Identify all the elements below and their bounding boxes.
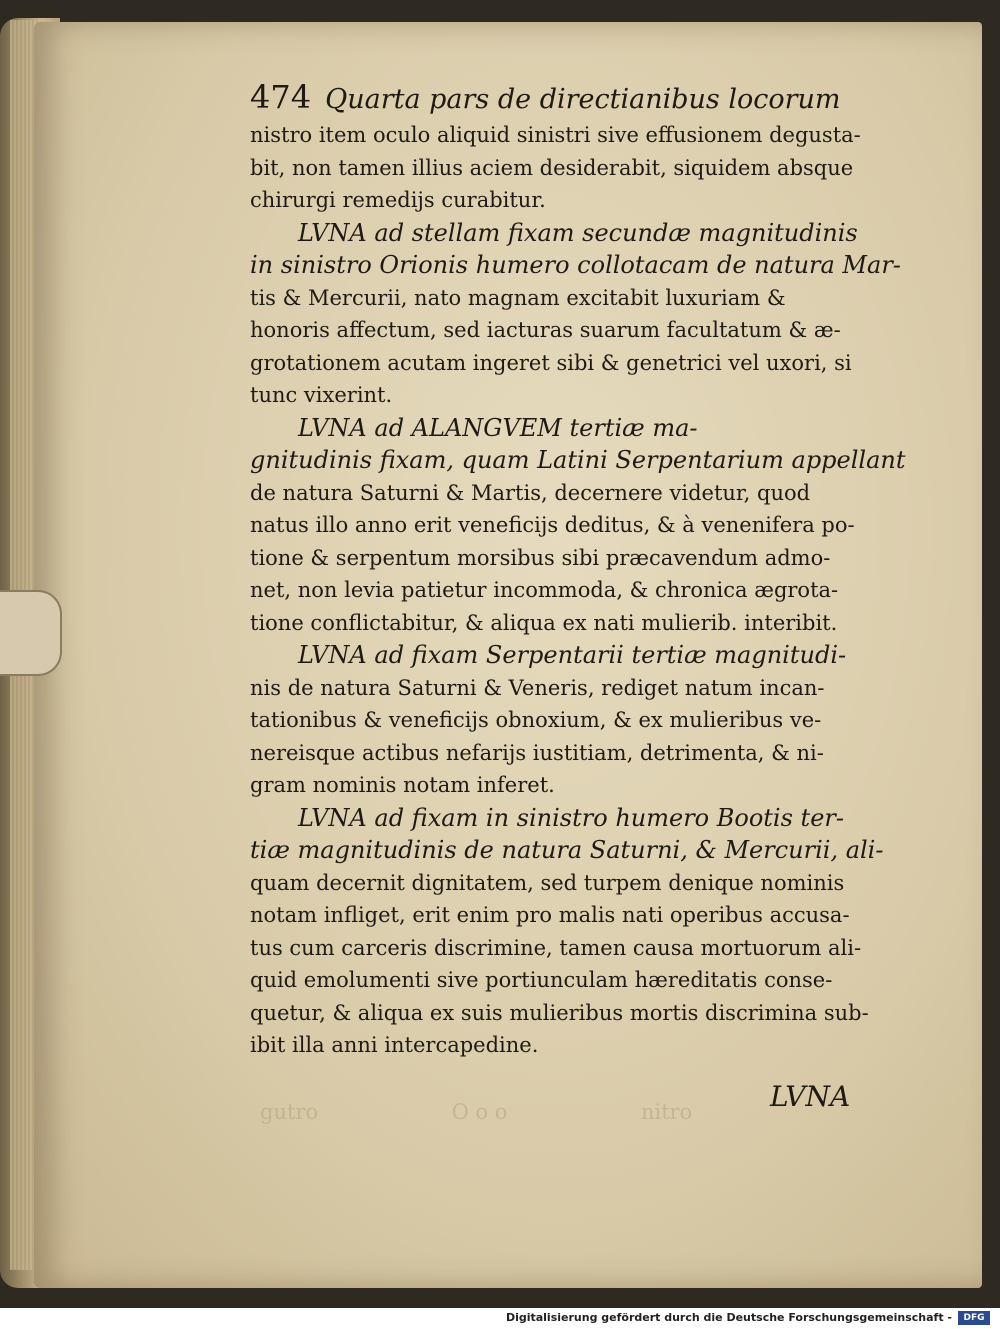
text-line: tis & Mercurii, nato magnam excitabit luxuriam &: [250, 285, 786, 310]
text-line: quetur, & aliqua ex suis mulieribus mortis discrimina sub-: [250, 1000, 869, 1025]
body-text: [250, 119, 910, 1062]
page-text: [250, 78, 910, 1062]
text-line: nis de natura Saturni & Veneris, rediget natum incan-: [250, 675, 825, 700]
text-line: notam infliget, erit enim pro malis nati operibus accusa-: [250, 903, 850, 927]
text-line: LVNA ad stellam fixam secundæ magnitudinis: [298, 218, 858, 247]
page-number: 474: [250, 78, 312, 116]
text-line: ibit illa anni intercapedine.: [250, 1033, 539, 1057]
running-title: Quarta pars de directianibus locorum: [325, 84, 841, 115]
text-line: LVNA ad ALANGVEM tertiæ ma-: [298, 413, 698, 442]
footer-bar: [0, 1308, 1000, 1329]
text-line: net, non levia patietur incommoda, & chronica ægrota-: [250, 578, 839, 602]
text-line: LVNA ad fixam Serpentarii tertiæ magnitudi-: [298, 641, 847, 669]
dfg-logo: DFG: [958, 1311, 990, 1325]
text-line: tationibus & veneficijs obnoxium, & ex mulieribus ve-: [250, 708, 822, 732]
text-line: tiæ magnitudinis de natura Saturni, & Mercurii, ali-: [250, 836, 884, 864]
text-line: honoris affectum, sed iacturas suarum facultatum & æ-: [250, 318, 841, 342]
bookmark-tab: [0, 590, 62, 676]
text-line: tione conflictabitur, & aliqua ex nati mulierib. interibit.: [250, 610, 838, 635]
footer-credit: Digitalisierung gefördert durch die Deutsche Forschungsgemeinschaft -: [505, 1311, 952, 1324]
text-line: nistro item oculo aliquid sinistri sive effusionem degusta-: [250, 123, 861, 147]
text-line: quid emolumenti sive portiunculam hæreditatis conse-: [250, 968, 833, 992]
text-line: bit, non tamen illius aciem desiderabit, siquidem absque: [250, 155, 854, 180]
show-through-text: gutro O o o nitro: [260, 1100, 693, 1124]
text-line: grotationem acutam ingeret sibi & genetrici vel uxori, si: [250, 350, 852, 375]
text-line: LVNA ad fixam in sinistro humero Bootis ter-: [298, 803, 844, 832]
catchword: LVNA: [770, 1080, 851, 1113]
text-line: nereisque actibus nefarijs iustitiam, detrimenta, & ni-: [250, 740, 824, 765]
text-line: natus illo anno erit veneficijs deditus, & à venenifera po-: [250, 513, 855, 537]
text-line: gram nominis notam inferet.: [250, 773, 555, 797]
text-line: tione & serpentum morsibus sibi præcavendum admo-: [250, 545, 831, 570]
text-line: in sinistro Orionis humero collotacam de natura Mar-: [250, 251, 901, 279]
text-line: chirurgi remedijs curabitur.: [250, 188, 546, 212]
text-line: tunc vixerint.: [250, 383, 393, 407]
text-line: gnitudinis fixam, quam Latini Serpentarium appellant: [250, 446, 906, 474]
text-line: tus cum carceris discrimine, tamen causa mortuorum ali-: [250, 935, 862, 960]
text-line: de natura Saturni & Martis, decernere videtur, quod: [250, 480, 811, 505]
text-line: quam decernit dignitatem, sed turpem denique nominis: [250, 870, 845, 895]
running-header: [250, 78, 910, 119]
